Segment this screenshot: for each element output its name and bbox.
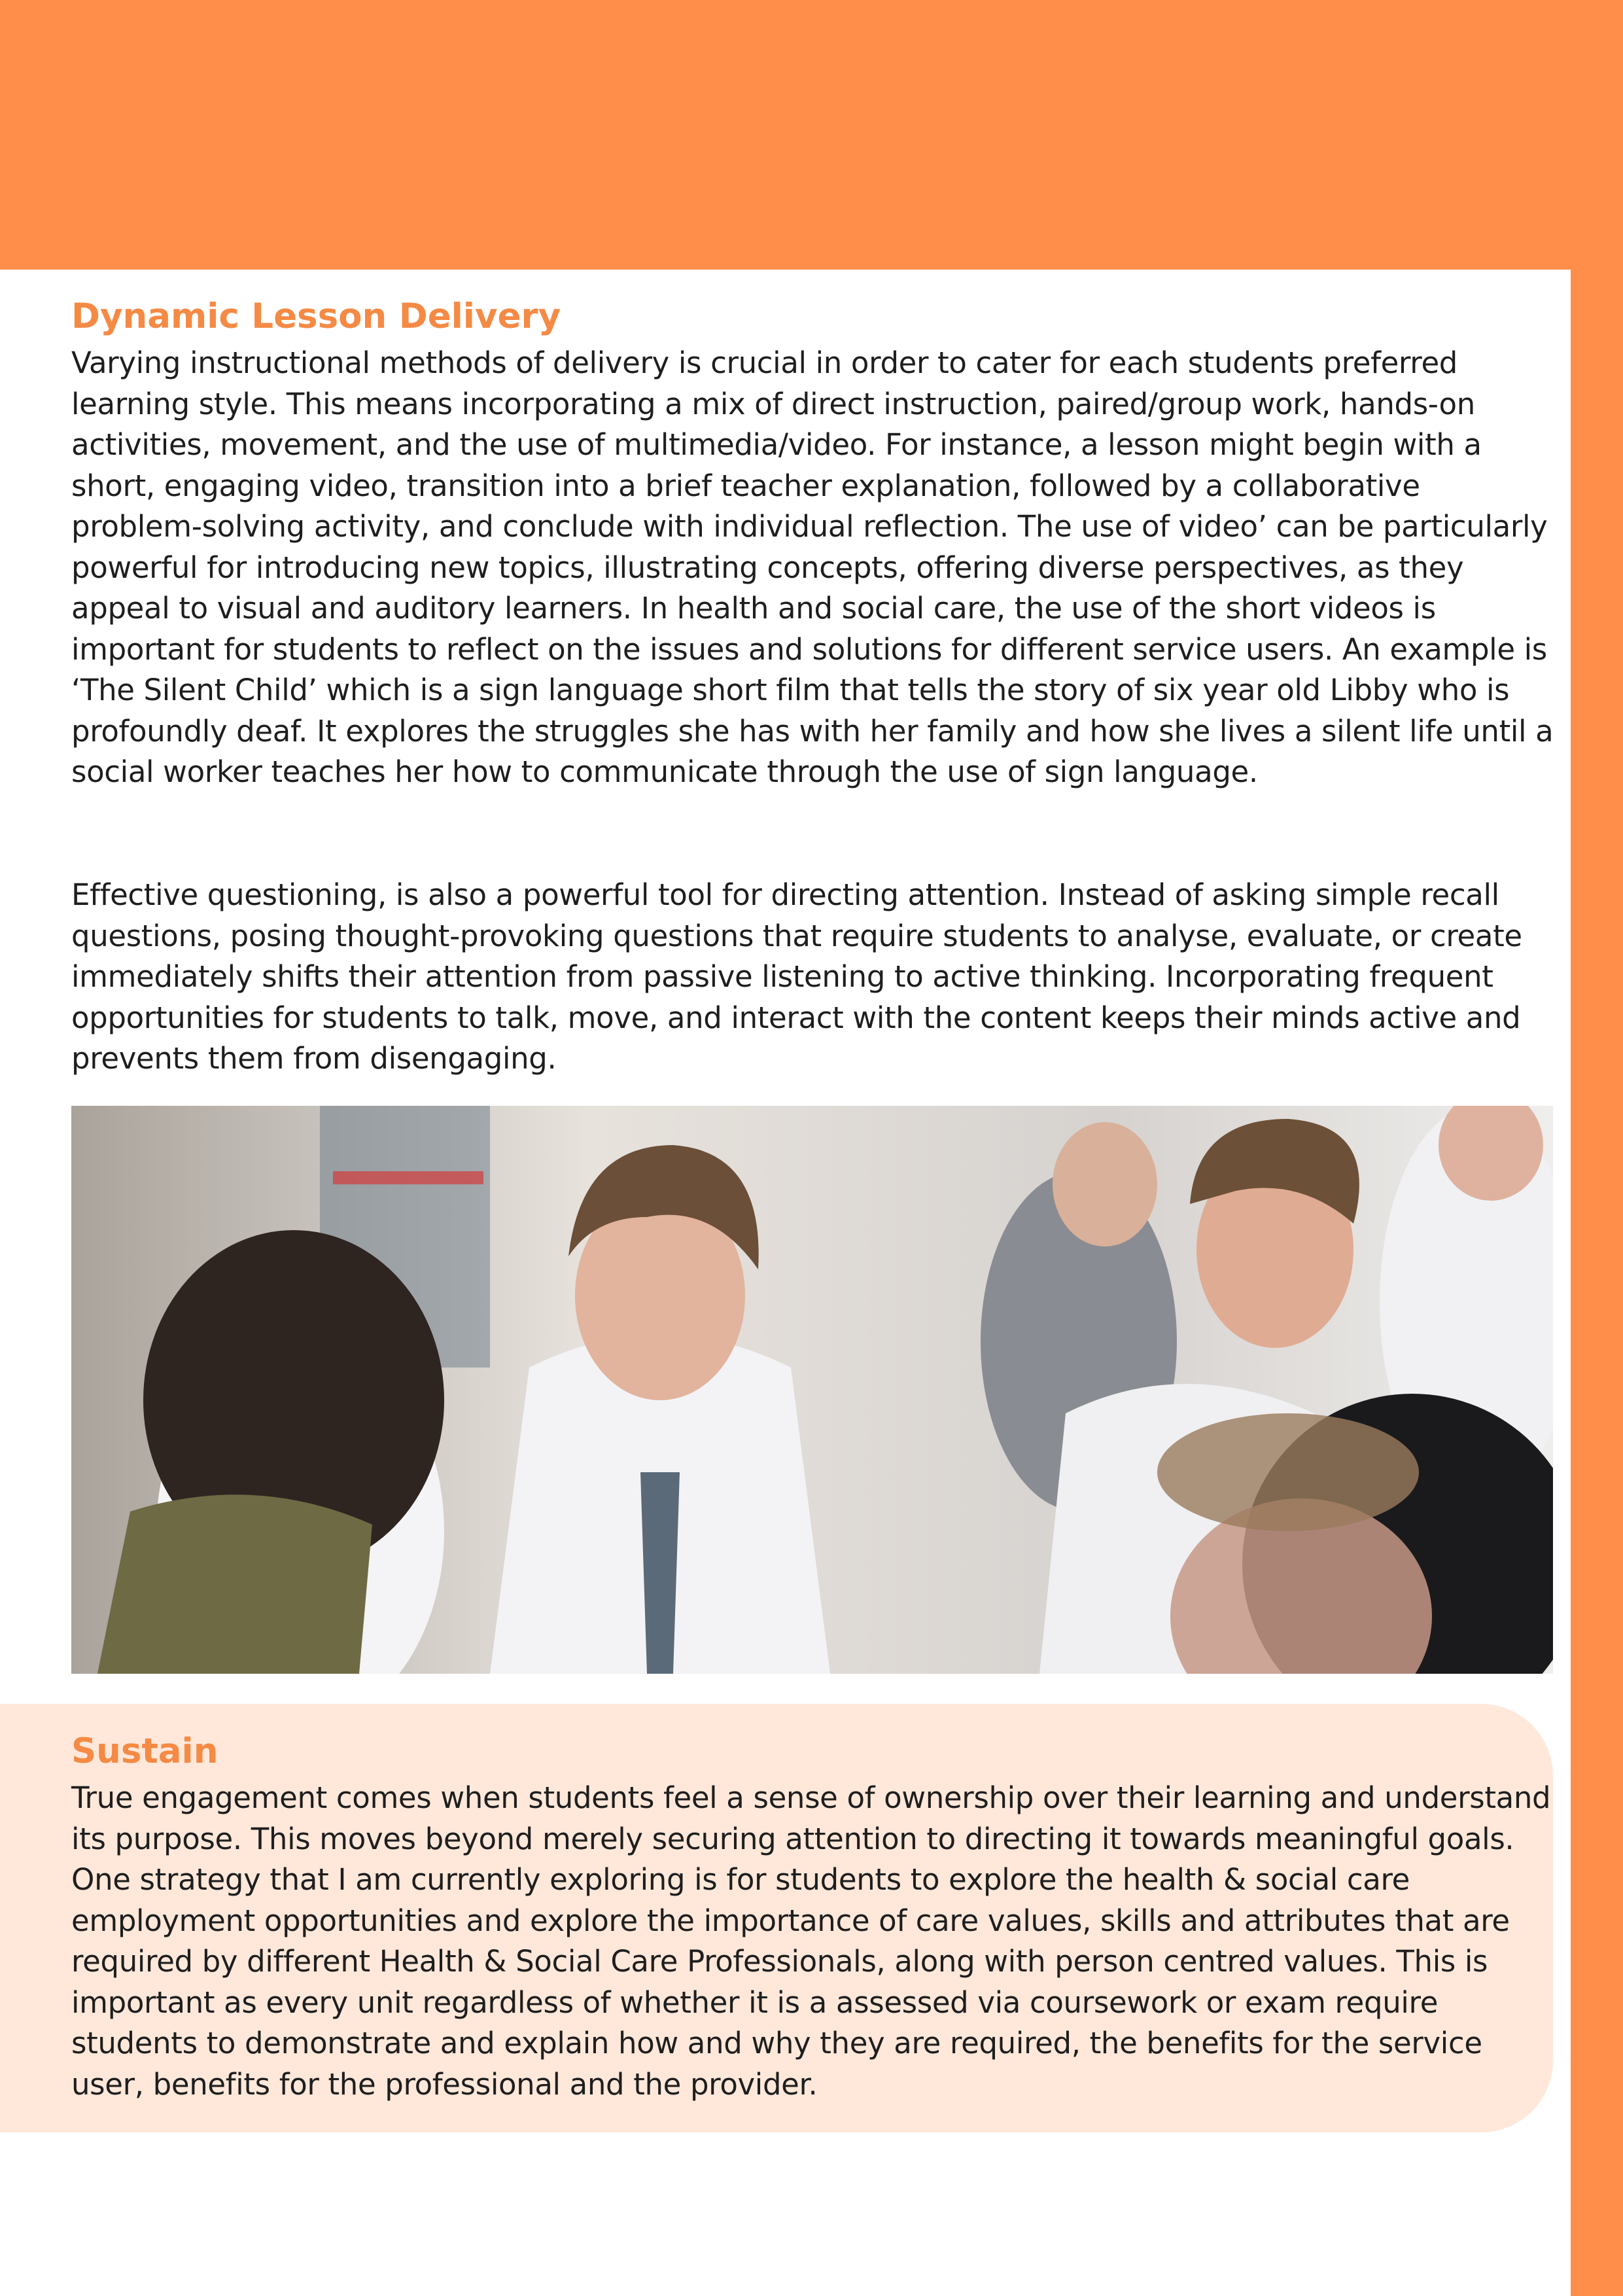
section-heading-sustain: Sustain <box>71 1731 218 1771</box>
paragraph-sustain: True engagement comes when students feel a sense of ownership over their learning and understand its purpose. This moves beyond merely securing attention to directing it towards meaningful goals. One strategy that I am currently exploring is for students to explore the health & social care employment opportunities and explore the importance of care values, skills and attributes that are required by different Health & Social Care Professionals, along with person centred values. This is important as every unit regardless of whether it is a assessed via coursework or exam require students to demonstrate and explain how and why they are required, the benefits for the service user, benefits for the professional and the provider. <box>71 1780 1551 2102</box>
classroom-photo <box>71 1106 1553 1674</box>
header-band <box>0 0 1623 270</box>
section-heading-dynamic-lesson-delivery: Dynamic Lesson Delivery <box>71 296 561 336</box>
paragraph-effective-questioning: Effective questioning, is also a powerful tool for directing attention. Instead of asking simple recall questions, posing thought-provoking questions that require students to analyse, evaluate, or create immediately shifts their attention from passive listening to active thinking. Incorporating frequent opportunities for students to talk, move, and interact with the content keeps their minds active and prevents them from disengaging. <box>71 877 1522 1076</box>
side-band <box>1571 0 1623 2296</box>
paragraph-lesson-delivery: Varying instructional methods of delivery is crucial in order to cater for each students preferred learning style. This means incorporating a mix of direct instruction, paired/group work, hands-on activities, movement, and the use of multimedia/video. For instance, a lesson might begin with a short, engaging video, transition into a brief teacher explanation, followed by a collaborative problem-solving activity, and conclude with individual reflection. The use of video’ can be particularly powerful for introducing new topics, illustrating concepts, offering diverse perspectives, as they appeal to visual and auditory learners. In health and social care, the use of the short videos is important for students to reflect on the issues and solutions for different service users. An example is ‘The Silent Child’ which is a sign language short film that tells the story of six year old Libby who is profoundly deaf. It explores the struggles she has with her family and how she lives a silent life until a social worker teaches her how to communicate through the use of sign language. <box>71 345 1554 789</box>
photo-illustration <box>71 1106 1553 1674</box>
